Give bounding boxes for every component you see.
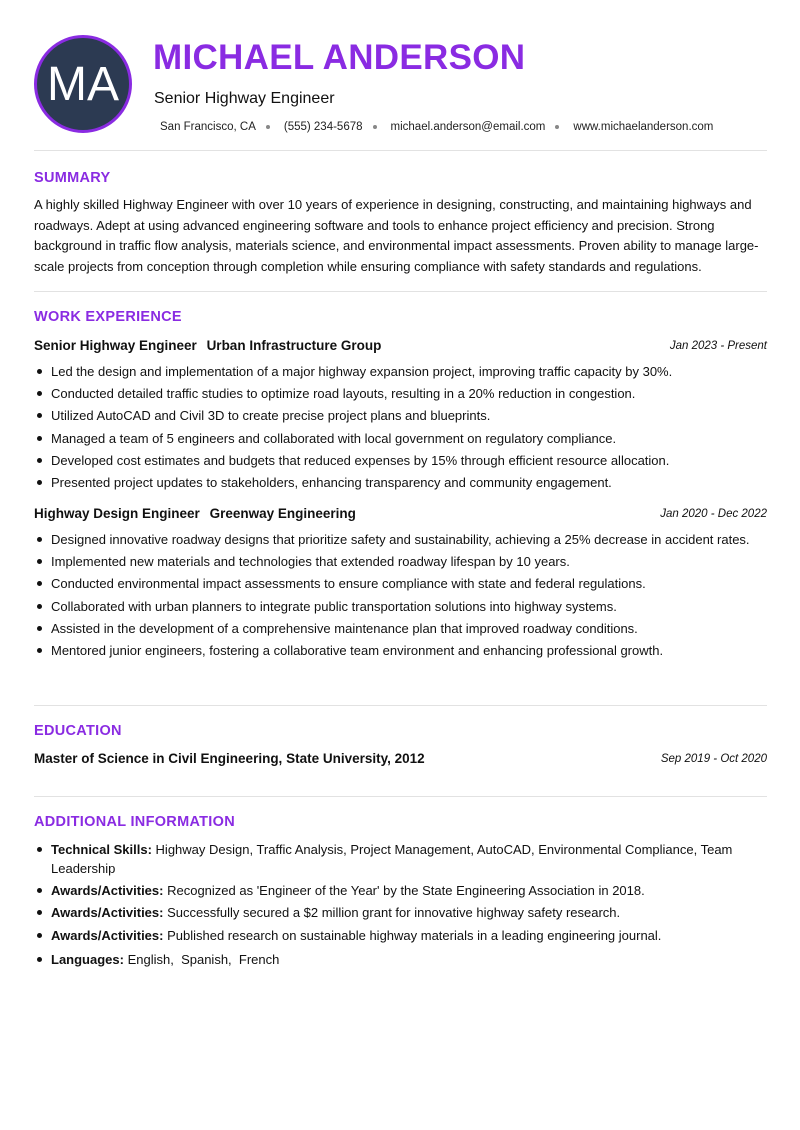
list-item: Utilized AutoCAD and Civil 3D to create precise project plans and blueprints. [34, 406, 767, 425]
list-item: Conducted environmental impact assessments to ensure compliance with state and federal regulations. [34, 574, 767, 593]
separator-dot-icon [555, 125, 559, 129]
item-text: Highway Design, Traffic Analysis, Project Management, AutoCAD, Environmental Compliance, Team Leadership [51, 842, 733, 876]
item-label: Awards/Activities: [51, 883, 164, 899]
summary-heading: SUMMARY [34, 170, 111, 186]
item-label: Awards/Activities: [51, 905, 164, 921]
resume-page [34, 0, 767, 967]
education-dates: Sep 2019 - Oct 2020 [660, 753, 767, 765]
additional-info-heading: ADDITIONAL INFORMATION [34, 814, 235, 830]
section-divider [34, 291, 767, 292]
list-item: Managed a team of 5 engineers and collaborated with local government on regulatory compliance. [34, 429, 767, 448]
resume-header [34, 0, 767, 150]
list-item: Designed innovative roadway designs that prioritize safety and sustainability, achieving a 25% decrease in accident rates. [34, 530, 767, 549]
item-label: Languages: [51, 951, 124, 967]
list-item: Collaborated with urban planners to integrate public transportation solutions into highway systems. [34, 597, 767, 616]
work-experience-heading: WORK EXPERIENCE [34, 309, 182, 325]
candidate-role: Senior Highway Engineer [154, 90, 335, 107]
job-company: Urban Infrastructure Group [206, 338, 382, 353]
section-divider [34, 796, 767, 797]
avatar-initials: MA [47, 57, 119, 111]
list-item [34, 926, 767, 945]
additional-info-list [34, 840, 767, 972]
item-text: Recognized as 'Engineer of the Year' by the State Engineering Association in 2018. [167, 883, 645, 899]
list-item [34, 950, 767, 969]
contact-phone[interactable]: (555) 234-5678 [283, 121, 363, 133]
list-item [34, 840, 767, 878]
job-company: Greenway Engineering [209, 506, 356, 521]
separator-dot-icon [373, 125, 377, 129]
job-header [34, 338, 767, 358]
item-label: Awards/Activities: [51, 927, 164, 943]
education-degree: Master of Science in Civil Engineering, State University, 2012 [34, 751, 425, 766]
list-item: Conducted detailed traffic studies to optimize road layouts, resulting in a 20% reduction in congestion. [34, 384, 767, 403]
item-text: Successfully secured a $2 million grant for innovative highway safety research. [167, 905, 621, 921]
list-item: Developed cost estimates and budgets that reduced expenses by 15% through efficient resource allocation. [34, 451, 767, 470]
job-title: Senior Highway Engineer [34, 338, 197, 353]
list-item: Mentored junior engineers, fostering a collaborative team environment and enhancing professional growth. [34, 641, 767, 660]
section-divider [34, 150, 767, 151]
item-text: English, Spanish, French [127, 951, 280, 967]
candidate-name: MICHAEL ANDERSON [153, 38, 526, 77]
separator-dot-icon [266, 125, 270, 129]
job-bullets [34, 530, 767, 663]
job-bullets [34, 362, 767, 495]
education-entry [34, 751, 767, 771]
section-divider [34, 705, 767, 706]
contact-website[interactable]: www.michaelanderson.com [573, 121, 714, 133]
list-item: Led the design and implementation of a major highway expansion project, improving traffic capacity by 30%. [34, 362, 767, 381]
summary-text: A highly skilled Highway Engineer with over 10 years of experience in designing, constructing, and maintaining highways and roadways. Adept at using advanced engineering software and tools to enhance project efficiency and precision. Strong background in traffic flow analysis, materials science, and environmental impact assessments. Proven ability to manage large-scale projects from conception through completion while ensuring compliance with safety standards and regulations. [34, 197, 759, 274]
list-item [34, 881, 767, 900]
contact-line [160, 121, 713, 133]
list-item [34, 903, 767, 922]
list-item: Assisted in the development of a comprehensive maintenance plan that improved roadway conditions. [34, 619, 767, 638]
job-dates: Jan 2023 - Present [669, 340, 767, 352]
list-item: Implemented new materials and technologies that extended roadway lifespan by 10 years. [34, 552, 767, 571]
job-header [34, 506, 767, 526]
job-dates: Jan 2020 - Dec 2022 [660, 508, 767, 520]
item-label: Technical Skills: [51, 842, 152, 857]
list-item: Presented project updates to stakeholders, enhancing transparency and community engagement. [34, 473, 767, 492]
education-heading: EDUCATION [34, 723, 122, 739]
contact-email[interactable]: michael.anderson@email.com [390, 121, 546, 133]
contact-location: San Francisco, CA [160, 121, 256, 133]
job-title: Highway Design Engineer [34, 506, 200, 521]
avatar [34, 35, 132, 133]
item-text: Published research on sustainable highway materials in a leading engineering journal. [167, 927, 662, 943]
